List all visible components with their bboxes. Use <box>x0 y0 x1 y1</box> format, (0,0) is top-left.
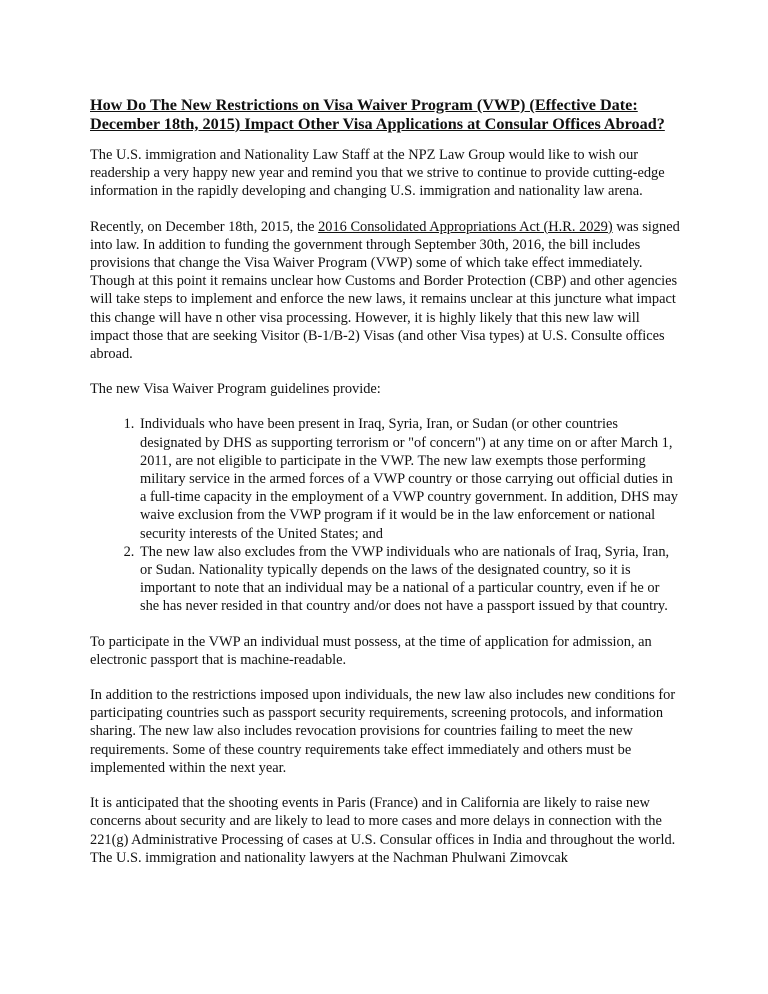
guidelines-list <box>90 415 682 615</box>
security-paragraph: It is anticipated that the shooting events in Paris (France) and in California are likely to raise new concerns about security and are likely to lead to more cases and more delays in connection with the 221(g) Administrative Processing of cases at U.S. Consular offices in India and throughout the world. The U.S. immigration and nationality lawyers at the Nachman Phulwani Zimovcak <box>90 795 676 866</box>
passport-paragraph: To participate in the VWP an individual must possess, at the time of application for admission, an electronic passport that is machine-readable. <box>90 633 652 668</box>
law-paragraph <box>90 218 682 364</box>
document-page <box>90 96 682 884</box>
law-paragraph-end: was signed into law. In addition to funding the government through September 30th, 2016, the bill includes provisions that change the Visa Waiver Program (VWP) some of which take effect immediately. Though at this point it remains unclear how Customs and Border Protection (CBP) and other agencies will take steps to implement and enforce the new laws, it remains unclear at this juncture what impact this change will have n other visa processing. However, it is highly likely that this new law will impact those that are seeking Visitor (B-1/B-2) Visas (and other Visa types) at U.S. Consulte offices abroad. <box>90 218 680 363</box>
appropriations-act-link[interactable]: 2016 Consolidated Appropriations Act (H.R. 2029) <box>318 218 613 235</box>
list-item: 2. The new law also excludes from the VWP individuals who are nationals of Iraq, Syria, Iran, or Sudan. Nationality typically depends on the laws of the designated country, so it is important to note that an individual may be a national of a particular country, even if he or she has never resided in that country and/or does not have a passport issued by that country. <box>138 543 682 616</box>
intro-paragraph: The U.S. immigration and Nationality Law Staff at the NPZ Law Group would like to wish our readership a very happy new year and remind you that we strive to continue to provide cutting-edge information in the rapidly developing and changing U.S. immigration and nationality law arena. <box>90 147 665 200</box>
country-conditions-paragraph: In addition to the restrictions imposed upon individuals, the new law also includes new conditions for participating countries such as passport security requirements, screening protocols, and information sharing. The new law also includes revocation provisions for countries failing to meet the new requirements. Some of these country requirements take effect immediately and others must be implemented within the next year. <box>90 687 676 776</box>
list-item: 1. Individuals who have been present in Iraq, Syria, Iran, or Sudan (or other countries designated by DHS as supporting terrorism or "of concern") at any time on or after March 1, 2011, are not eligible to participate in the VWP. The new law exempts those performing military service in the armed forces of a VWP country or those carrying out official duties in a full-time capacity in the employment of a VWP country government. In addition, DHS may waive exclusion from the VWP program if it would be in the law enforcement or national security interests of the United States; and <box>138 415 682 542</box>
document-title: How Do The New Restrictions on Visa Waiver Program (VWP) (Effective Date: December 18th, 2015) Impact Other Visa Applications at Consular Offices Abroad? <box>90 96 665 133</box>
guidelines-intro: The new Visa Waiver Program guidelines provide: <box>90 381 381 398</box>
law-paragraph-start: Recently, on December 18th, 2015, the <box>90 218 319 235</box>
